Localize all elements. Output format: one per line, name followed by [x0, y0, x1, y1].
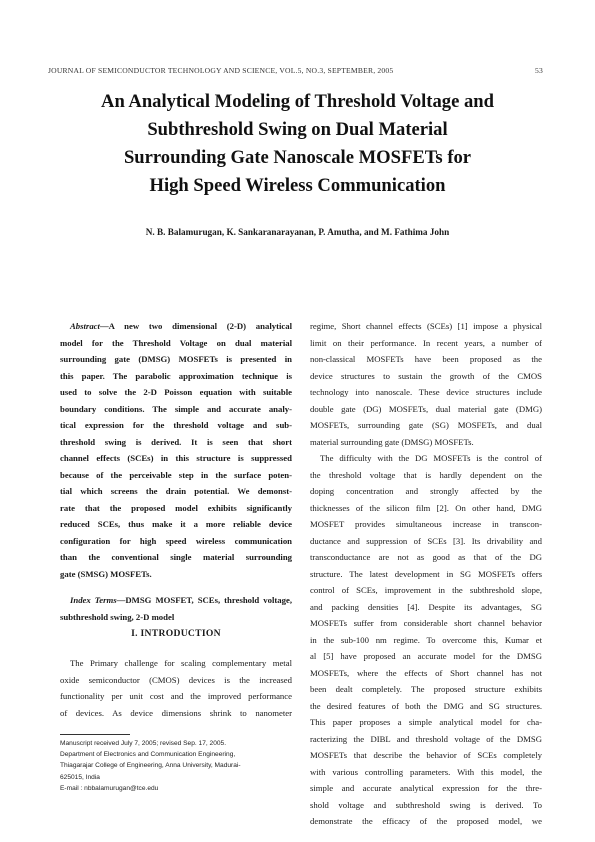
body-line: shold voltage and subthreshold swing is derived. To	[310, 799, 542, 810]
body-line: device structures to sustain the growth of the CMOS	[310, 370, 542, 381]
abstract-line: channel effects (SCEs) in this structure is suppressed	[60, 453, 292, 463]
intro-line: of devices. As device dimensions shrink to nanometer	[60, 707, 292, 718]
body-line: transconductance are not as good as that of the DG	[310, 552, 542, 562]
body-line: in the sub-100 nm regime. To overcome this, Kumar et	[310, 634, 542, 645]
body-line: limit on their performance. In recent years, a number of	[310, 337, 542, 348]
title-line: High Speed Wireless Communication	[149, 175, 446, 196]
title-line: Surrounding Gate Nanoscale MOSFETs for	[123, 147, 472, 168]
abstract-line: model for the Threshold Voltage on dual material	[60, 337, 292, 348]
title-line: An Analytical Modeling of Threshold Voltage and	[101, 91, 494, 112]
body-line: ductance and suppression of SCEs [3]. Its drivability and	[310, 535, 542, 546]
title-line: Subthreshold Swing on Dual Material	[147, 119, 448, 140]
abstract-line: this paper. The parabolic approximation technique is	[60, 370, 292, 381]
paper-title	[40, 88, 555, 200]
body-line: control of SCEs, improvement in the subthreshold slope,	[310, 585, 542, 595]
body-line: demonstrate the efficacy of the proposed model, we	[310, 816, 542, 826]
index-terms-line: subthreshold swing, 2-D model	[60, 611, 175, 622]
right-column	[310, 318, 542, 830]
body-line: MOSFETs, where the effects of Short channel has not	[310, 667, 542, 678]
body-line: racterizing the DIBL and threshold voltage of the DMSG	[310, 733, 542, 744]
body-line: non-classical MOSFETs have been proposed as the	[310, 354, 542, 364]
intro-line: oxide semiconductor (CMOS) devices is the increased	[60, 674, 292, 685]
body-line: MOSFET provides simultaneous increase in transcon-	[310, 519, 542, 529]
footnote-line: Manuscript received July 7, 2005; revised Sep. 17, 2005.	[60, 740, 227, 747]
body-line: material surrounding gate (DMSG) MOSFETs.	[310, 436, 474, 447]
abstract	[60, 318, 292, 582]
abstract-line: than the conventional single material surrounding	[60, 552, 292, 562]
abstract-line: tical expression for the threshold voltage and sub-	[60, 420, 292, 430]
abstract-line: configuration for high speed wireless communication	[60, 535, 292, 546]
abstract-line: Abstract—A new two dimensional (2-D) analytical	[70, 321, 292, 331]
body-line: the threshold voltage that is hardly dependent on the	[310, 469, 542, 480]
intro-line: functionality per unit cost and the improved performance	[60, 691, 292, 701]
author-list: N. B. Balamurugan, K. Sankaranarayanan, P. Amutha, and M. Fathima John	[145, 227, 450, 237]
abstract-line: tial which screens the drain potential. We demonst-	[60, 486, 292, 496]
index-terms	[60, 592, 292, 625]
footnote-divider	[60, 734, 130, 735]
abstract-line: used to solve the 2-D Poisson equation with suitable	[60, 387, 292, 397]
journal-name: JOURNAL OF SEMICONDUCTOR TECHNOLOGY AND SCIENCE, VOL.5, NO.3, SEPTEMBER, 2005	[48, 66, 394, 75]
body-line: MOSFETs that describe the behavior of SCEs completely	[310, 750, 542, 760]
abstract-line: boundary conditions. The simple and accurate analy-	[60, 403, 292, 414]
page-number: 53	[535, 66, 543, 75]
abstract-label: Abstract	[70, 321, 100, 331]
footnote-line: Department of Electronics and Communication Engineering,	[60, 751, 236, 759]
body-line: doping concentration and strongly affected by the	[310, 486, 542, 496]
body-line: The difficulty with the DG MOSFETs is the control of	[320, 453, 542, 463]
body-line: double gate (DG) MOSFETs, dual material gate (DMG)	[310, 403, 542, 414]
body-line: This paper proposes a simple analytical model for cha-	[310, 717, 542, 727]
abstract-line: gate (SMSG) MOSFETs.	[60, 568, 152, 579]
body-line: al [5] have proposed an accurate model for the DMSG	[310, 651, 542, 661]
body-line: the desired features of both the DMG and SG structures.	[310, 700, 542, 711]
footnote-line: Thiagarajar College of Engineering, Anna University, Madurai-	[60, 762, 241, 770]
abstract-line: rate that the proposed model exhibits significantly	[60, 502, 292, 513]
body-line: simple and accurate analytical expression for the thre-	[310, 783, 542, 793]
body-line: and packing densities [4]. Despite its advantages, SG	[310, 601, 542, 612]
footnote-email: E-mail : nbbalamurugan@tce.edu	[60, 784, 159, 792]
footnote-line: 625015, India	[60, 773, 100, 781]
index-terms-line: Index Terms—DMSG MOSFET, SCEs, threshold voltage,	[70, 595, 292, 605]
left-column	[60, 318, 292, 625]
abstract-line: because of the perceivable step in the surface poten-	[60, 469, 292, 480]
body-line: structure. The latest development in SG MOSFETs offers	[310, 568, 542, 579]
section-heading: I. INTRODUCTION	[131, 628, 221, 639]
body-line: been dealt completely. The proposed structure exhibits	[310, 684, 542, 694]
introduction-text	[60, 655, 292, 721]
footnote	[60, 738, 292, 794]
body-line: MOSFETs, surrounding gate (SG) MOSFETs, and dual	[310, 420, 542, 430]
body-line: MOSFETs suffer from considerable short channel behavior	[310, 618, 542, 628]
abstract-line: surrounding gate (DMSG) MOSFETs is presented in	[60, 354, 292, 364]
abstract-line: threshold swing is derived. It is seen that short	[60, 436, 292, 447]
body-line: thicknesses of the silicon film [2]. On other hand, DMG	[310, 502, 542, 513]
body-line: regime, Short channel effects (SCEs) [1] impose a physical	[310, 321, 542, 331]
index-terms-label: Index Terms	[70, 595, 117, 605]
intro-line: The Primary challenge for scaling complementary metal	[70, 658, 292, 668]
abstract-line: reduced SCEs, thus make it a more reliable device	[60, 519, 292, 529]
body-line: technology into nanoscale. These device structures include	[310, 387, 542, 397]
body-line: with various controlling parameters. With this model, the	[310, 766, 542, 777]
